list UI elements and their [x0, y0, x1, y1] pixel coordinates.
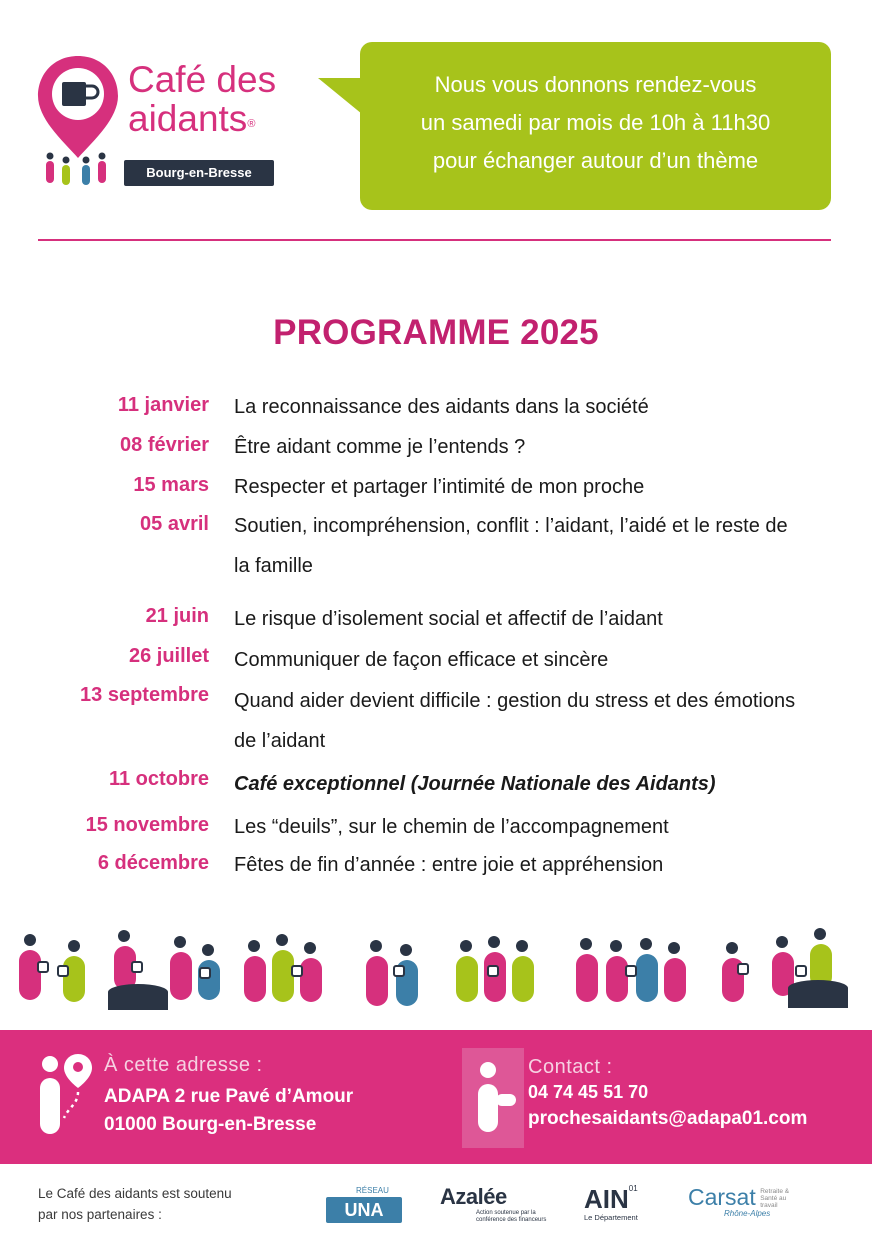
address-line1: ADAPA 2 rue Pavé d’Amour — [104, 1086, 354, 1107]
session-date: 11 octobre — [108, 768, 209, 790]
partners-text-line2: par nos partenaires : — [38, 1207, 162, 1222]
contact-email: prochesaidants@adapa01.com — [528, 1108, 808, 1129]
azalee-logo — [440, 1184, 556, 1224]
session-date: 21 juin — [145, 605, 209, 627]
session-topic: Communiquer de façon efficace et sincère — [234, 649, 609, 671]
una-name: UNA — [326, 1197, 402, 1223]
session-topic: Fêtes de fin d’année : entre joie et appréhension — [234, 854, 664, 876]
partners-text-line1: Le Café des aidants est soutenu — [38, 1186, 232, 1201]
session-topic: Café exceptionnel (Journée Nationale des Aidants) — [234, 773, 716, 795]
logo-city-badge: Bourg-en-Bresse — [124, 160, 274, 186]
logo-title-line1: Café des — [128, 59, 277, 100]
contact-footer — [0, 1030, 872, 1164]
location-pin-cup-icon — [36, 52, 126, 202]
session-date: 05 avril — [140, 513, 209, 535]
session-topic: Respecter et partager l’intimité de mon proche — [234, 476, 645, 498]
ain-logo — [584, 1184, 638, 1222]
session-topic: Soutien, incompréhension, conflit : l’aidant, l’aidé et le reste de la famille — [234, 515, 788, 577]
carsat-logo — [688, 1184, 796, 1218]
logo-title — [128, 60, 276, 138]
una-logo — [326, 1186, 402, 1223]
session-topic: La reconnaissance des aidants dans la société — [234, 396, 649, 418]
session-date: 11 janvier — [117, 394, 209, 416]
session-date: 15 novembre — [85, 814, 209, 836]
address-label: À cette adresse : — [104, 1054, 263, 1076]
schedule-text — [360, 66, 831, 180]
contact-label: Contact : — [528, 1056, 613, 1078]
contact-phone: 04 74 45 51 70 — [528, 1082, 649, 1102]
una-network-label: RÉSEAU — [356, 1186, 389, 1195]
session-date: 08 février — [120, 434, 209, 456]
session-date: 26 juillet — [128, 645, 209, 667]
session-date: 6 décembre — [97, 852, 209, 874]
session-topic: Être aidant comme je l’entends ? — [234, 436, 526, 458]
schedule-speech-bubble — [360, 42, 831, 210]
session-topic: Les “deuils”, sur le chemin de l’accompagnement — [234, 816, 669, 838]
logo-title-line2: aidants — [128, 98, 248, 139]
speech-bubble-tail — [318, 78, 362, 114]
partners-text — [38, 1183, 232, 1225]
cafe-des-aidants-logo — [36, 52, 286, 202]
schedule-line1: Nous vous donnons rendez-vous — [434, 72, 757, 97]
carsat-tagline: Retraite & Santé au travail — [760, 1188, 790, 1209]
schedule-line2: un samedi par mois de 10h à 11h30 — [420, 110, 771, 135]
azalee-tagline: Action soutenue par la conférence des financeurs — [476, 1210, 547, 1223]
session-topic: Quand aider devient difficile : gestion du stress et des émotions de l’aidant — [234, 690, 796, 752]
carsat-name: Carsat — [688, 1184, 756, 1210]
ain-number: 01 — [628, 1184, 638, 1193]
azalee-name: Azalée — [440, 1184, 507, 1209]
header-divider — [38, 239, 831, 241]
session-date: 13 septembre — [80, 684, 209, 706]
address-line2: 01000 Bourg-en-Bresse — [104, 1114, 317, 1135]
schedule-line3: pour échanger autour d’un thème — [432, 148, 759, 173]
session-topic: Le risque d’isolement social et affectif de l’aidant — [234, 608, 663, 630]
ain-subtitle: Le Département — [584, 1213, 638, 1222]
programme-title: PROGRAMME 2025 — [273, 313, 599, 352]
session-date: 15 mars — [133, 474, 209, 496]
people-illustration — [14, 926, 860, 1022]
contact-person-icon — [462, 1048, 524, 1148]
registered-mark: ® — [247, 118, 256, 130]
address-location-icon — [38, 1052, 94, 1142]
carsat-region: Rhône-Alpes — [724, 1209, 771, 1218]
ain-name: AIN — [584, 1184, 629, 1214]
